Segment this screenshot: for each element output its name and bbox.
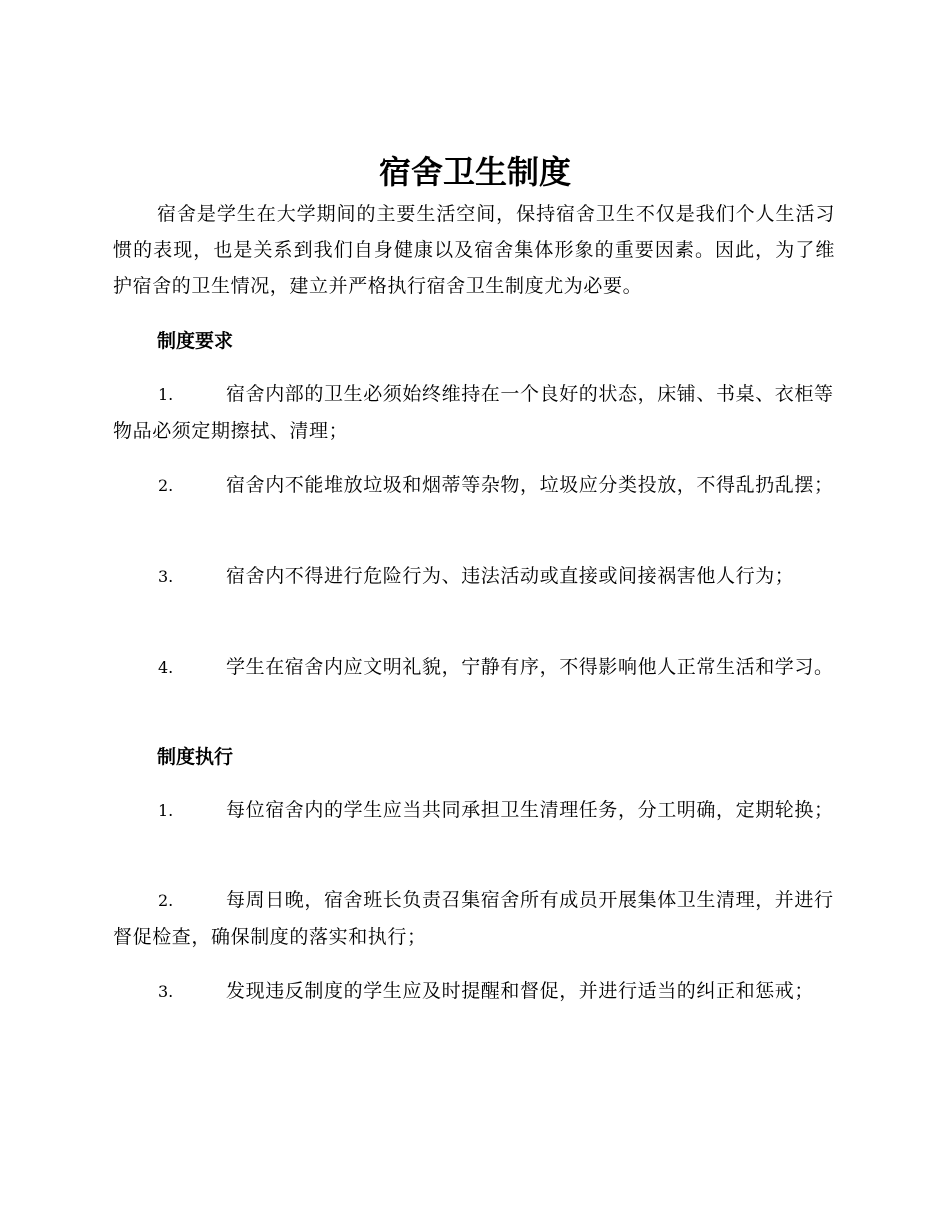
item-text: 发现违反制度的学生应及时提醒和督促，并进行适当的纠正和惩戒； bbox=[226, 980, 815, 1002]
section-heading-requirements: 制度要求 bbox=[157, 330, 234, 352]
list-item bbox=[113, 558, 835, 595]
list-item bbox=[113, 973, 835, 1010]
list-item bbox=[113, 792, 835, 829]
list-item bbox=[113, 649, 835, 686]
item-text: 宿舍内不得进行危险行为、违法活动或直接或间接祸害他人行为； bbox=[226, 565, 795, 587]
item-number: 2. bbox=[158, 476, 174, 495]
item-number: 3. bbox=[158, 567, 174, 586]
item-number: 2. bbox=[158, 891, 174, 910]
item-text: 每位宿舍内的学生应当共同承担卫生清理任务，分工明确，定期轮换； bbox=[226, 799, 834, 821]
intro-paragraph: 宿舍是学生在大学期间的主要生活空间，保持宿舍卫生不仅是我们个人生活习惯的表现，也是关系到我们自身健康以及宿舍集体形象的重要因素。因此，为了维护宿舍的卫生情况，建立并严格执行宿舍卫生制度尤为必要。 bbox=[113, 203, 835, 297]
item-text: 每周日晚，宿舍班长负责召集宿舍所有成员开展集体卫生清理，并进行督促检查，确保制度的落实和执行； bbox=[113, 889, 834, 948]
list-item bbox=[113, 882, 835, 955]
item-number: 1. bbox=[158, 385, 174, 404]
list-item bbox=[113, 376, 835, 449]
list-item bbox=[113, 467, 835, 504]
item-number: 4. bbox=[158, 658, 174, 677]
item-text: 宿舍内不能堆放垃圾和烟蒂等杂物，垃圾应分类投放，不得乱扔乱摆； bbox=[226, 474, 834, 496]
section-heading-execution: 制度执行 bbox=[157, 746, 234, 768]
item-number: 3. bbox=[158, 982, 174, 1001]
page-title: 宿舍卫生制度 bbox=[378, 153, 571, 191]
item-text: 宿舍内部的卫生必须始终维持在一个良好的状态，床铺、书桌、衣柜等物品必须定期擦拭、清理； bbox=[113, 383, 834, 442]
item-number: 1. bbox=[158, 801, 174, 820]
item-text: 学生在宿舍内应文明礼貌，宁静有序，不得影响他人正常生活和学习。 bbox=[226, 656, 834, 678]
